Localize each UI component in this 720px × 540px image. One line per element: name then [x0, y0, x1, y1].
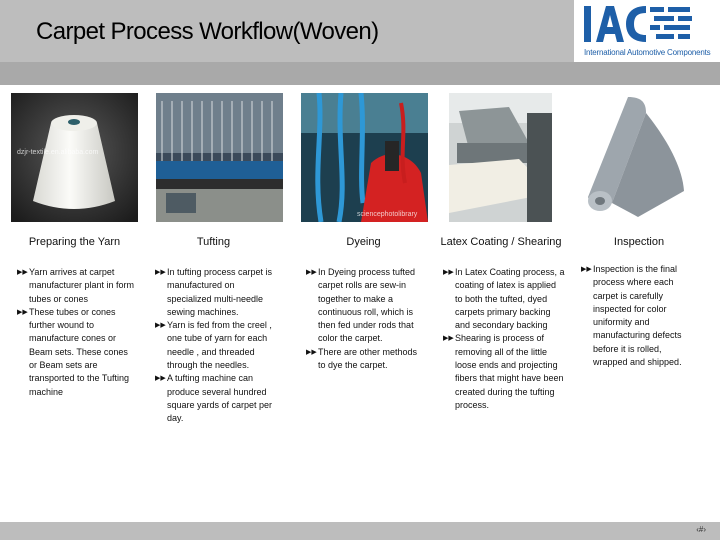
column-title-tufting: Tufting [196, 236, 231, 248]
bullet-item: ▶▶ In Latex Coating process, a coating of latex is applied to both the tufted, dyed carpets primary backing and secondary backing [443, 267, 565, 331]
double-arrow-icon: ▶▶ [17, 269, 28, 276]
double-arrow-icon: ▶▶ [17, 308, 28, 316]
bullet-item: ▶▶ A tufting machine can produce several hundred square yards of carpet per day. [155, 373, 273, 424]
bullet-item: ▶▶ In tufting process carpet is manufactured on specialized multi-needle sewing machines. [155, 267, 273, 317]
tufting-machine-photo [156, 93, 283, 222]
double-arrow-icon: ▶▶ [155, 269, 166, 276]
bullet-list-latex-coating [443, 266, 565, 412]
bullet-list-tufting [155, 266, 273, 426]
slide-title: Carpet Process Workflow(Woven) [36, 18, 379, 45]
bullet-item: ▶▶ Yarn is fed from the creel , one tube of yarn for each needle , and threaded through the needles. [155, 320, 272, 371]
dyeing-photo [301, 93, 428, 222]
double-arrow-icon: ▶▶ [443, 335, 454, 343]
double-arrow-icon: ▶▶ [155, 322, 166, 330]
page-number: ‹#› [696, 525, 706, 534]
carpet-roll-photo [582, 93, 709, 222]
bullet-list-inspection [581, 263, 693, 369]
dyeing-watermark: sciencephotolibrary [357, 211, 418, 218]
column-title-preparing-yarn: Preparing the Yarn [28, 236, 121, 248]
bullet-item: ▶▶ Shearing is process of removing all of the little loose ends and projecting fibers that might have been created during the tufting process. [443, 333, 564, 410]
bullet-item: ▶▶ Inspection is the final process where each carpet is carefully inspected for color uniformity and manufacturing defects before it is rolled, wrapped and shipped. [581, 264, 682, 368]
double-arrow-icon: ▶▶ [306, 348, 317, 356]
logo-tagline: International Automotive Components [584, 48, 711, 57]
yarn-watermark: dzjr-textile.en.alibaba.com [17, 149, 99, 156]
column-title-dyeing: Dyeing [346, 236, 381, 248]
latex-coating-photo [449, 93, 576, 222]
double-arrow-icon: ▶▶ [581, 266, 592, 273]
column-title-latex-coating: Latex Coating / Shearing [440, 236, 562, 248]
footer-bar [0, 522, 720, 540]
double-arrow-icon: ▶▶ [443, 269, 454, 276]
yarn-cone-photo [11, 93, 138, 222]
bullet-item: ▶▶ There are other methods to dye the carpet. [306, 346, 418, 371]
bullet-item: ▶▶ These tubes or cones further wound to manufacture cones or Beam sets. These cones or Beam sets are transported to the Tufting machine [17, 306, 130, 397]
bullet-item: ▶▶ Yarn arrives at carpet manufacturer plant in form tubes or cones [17, 267, 135, 304]
iac-logo-mark [584, 4, 708, 44]
header-band [0, 62, 720, 85]
double-arrow-icon: ▶▶ [155, 375, 166, 383]
bullet-item: ▶▶ In Dyeing process tufted carpet rolls are sew-in together to make a continuous roll, which is then fed under rods that color the carpet. [306, 267, 416, 344]
bullet-list-dyeing [306, 266, 422, 372]
double-arrow-icon: ▶▶ [306, 269, 317, 276]
iac-logo [574, 0, 720, 62]
bullet-list-preparing-yarn [17, 266, 135, 399]
column-title-inspection: Inspection [613, 236, 665, 248]
